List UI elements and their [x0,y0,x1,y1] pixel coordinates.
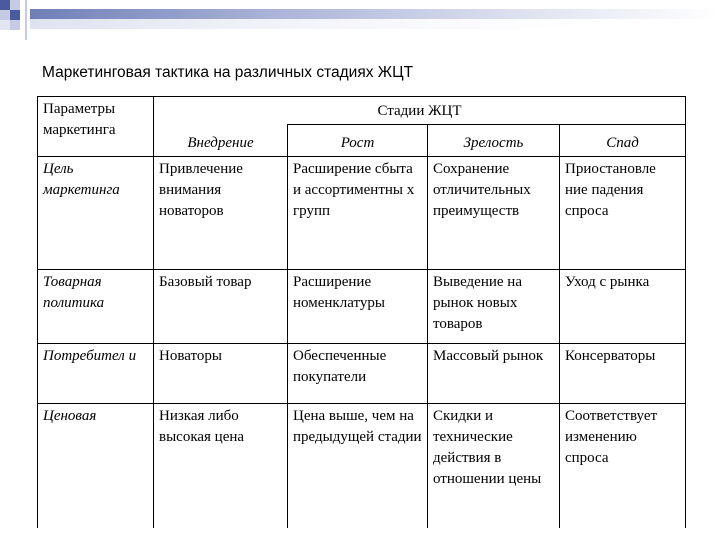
table-cell [288,344,428,404]
stage-name: Рост [340,135,375,151]
cell-text: Базовый товар [159,274,252,290]
stage-header-cell [428,125,560,157]
header-params-label: Параметры маркетинга [43,101,116,138]
decor-square [0,20,10,30]
cell-text: Цена выше, чем на предыдущей стадии [293,408,422,445]
decor-line [25,0,27,40]
table-cell [428,404,560,528]
decor-band [30,19,720,29]
cell-text: Расширение номенклатуры [293,274,385,311]
header-stages-label: Стадии ЖЦТ [377,103,462,119]
cell-text: Скидки и технические действия в отношении цены [433,408,542,487]
cell-text: Массовый рынок [433,348,544,364]
cell-text: Низкая либо высокая цена [159,408,245,445]
cell-text: Приостановле ние падения спроса [565,161,656,219]
decor-square [0,10,10,20]
decor-square [10,0,20,10]
table-cell [560,270,686,344]
decor-square [10,10,20,20]
cell-text: Консерваторы [565,348,656,364]
table-row [38,157,686,270]
stage-name: Спад [606,135,639,151]
table-row [38,270,686,344]
table-cell [428,344,560,404]
table-cell [154,344,288,404]
cell-text: Обеспеченные покупатели [293,348,387,385]
stage-header-cell [560,125,686,157]
table-row [38,404,686,528]
cell-text: Новаторы [159,348,222,364]
cell-text: Сохранение отличительных преимуществ [433,161,531,219]
table-cell [428,157,560,270]
cell-text: Уход с рынка [565,274,650,290]
cell-text: Расширение сбыта и ассортиментны х групп [293,161,415,219]
table-cell [288,157,428,270]
header-stages-cell [154,97,686,125]
param-label: Товарная политика [43,274,105,311]
param-cell [38,404,154,528]
table-cell [560,157,686,270]
page-title: Маркетинговая тактика на различных стадиях ЖЦТ [42,64,414,81]
table-cell [288,270,428,344]
table-cell [560,404,686,528]
table-cell [154,404,288,528]
cell-text: Привлечение внимания новаторов [159,161,243,219]
marketing-table [37,96,686,528]
stage-name: Внедрение [187,134,254,151]
cell-text: Выведение на рынок новых товаров [433,274,522,332]
table-cell [154,157,288,270]
table-cell [154,270,288,344]
param-label: Ценовая [43,408,97,424]
header-params-cell [38,97,154,157]
stage-name: Зрелость [463,135,524,151]
param-label: Потребител и [43,348,137,364]
param-cell [38,157,154,270]
stage-header-cell [154,125,288,157]
decor-square [0,0,10,10]
table-cell [288,404,428,528]
table-row [38,344,686,404]
decor-square [10,20,20,30]
table-cell [428,270,560,344]
param-label: Цель маркетинга [43,161,120,198]
decor-band [30,9,720,19]
param-cell [38,270,154,344]
param-cell [38,344,154,404]
cell-text: Соответствует изменению спроса [565,408,658,466]
table-cell [560,344,686,404]
stage-header-cell [288,125,428,157]
